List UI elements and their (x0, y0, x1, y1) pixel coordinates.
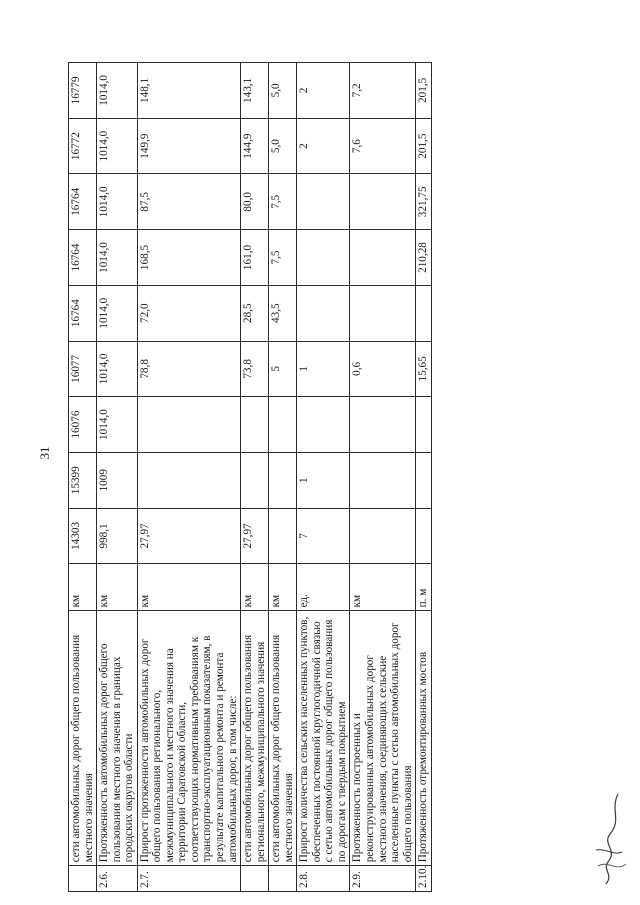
row-value: 1014,0 (97, 341, 138, 397)
row-value: 43,5 (269, 285, 297, 341)
row-value (241, 397, 269, 453)
row-index: 2.8. (297, 866, 350, 892)
table-row (241, 63, 269, 892)
row-unit: ед. (297, 564, 350, 611)
row-value: 27,97 (241, 508, 269, 564)
row-value: 149,9 (137, 118, 240, 174)
row-value (350, 508, 416, 564)
row-value: 7,2 (350, 63, 416, 119)
row-name: Прирост количества сельских населенных пунктов, обеспеченных постоянной круглогодичной связью с сетью автомобильных дорог общего пользования по дорогам с твердым покрытием (297, 611, 350, 866)
row-value (416, 508, 432, 564)
row-name: сети автомобильных дорог общего пользования местного значения (69, 611, 97, 866)
row-value: 1014,0 (97, 230, 138, 286)
table-row (416, 63, 432, 892)
row-value: 16772 (69, 118, 97, 174)
row-value (297, 285, 350, 341)
row-index: 2.7. (137, 866, 240, 892)
row-value: 1014,0 (97, 285, 138, 341)
signature (588, 790, 632, 890)
table-body (69, 63, 432, 892)
row-value (350, 174, 416, 230)
table-row (297, 63, 350, 892)
row-value: 321,75 (416, 174, 432, 230)
row-value: 7,5 (269, 174, 297, 230)
row-name: сети автомобильных дорог общего пользования регионального, межмуниципального значения (241, 611, 269, 866)
row-value: 161,0 (241, 230, 269, 286)
row-value (241, 452, 269, 508)
row-value: 15399 (69, 452, 97, 508)
row-value: 87,5 (137, 174, 240, 230)
row-value: 14303 (69, 508, 97, 564)
row-value (297, 174, 350, 230)
row-value: 16077 (69, 341, 97, 397)
row-value (350, 397, 416, 453)
row-value: 1 (297, 341, 350, 397)
row-value: 210,28 (416, 230, 432, 286)
row-value: 2 (297, 118, 350, 174)
row-index: 2.10. (416, 866, 432, 892)
row-value (269, 397, 297, 453)
row-value: 144,9 (241, 118, 269, 174)
row-value: 201,5 (416, 118, 432, 174)
row-value: 78,8 (137, 341, 240, 397)
row-value: 143,1 (241, 63, 269, 119)
signature-icon (588, 790, 632, 890)
row-index (269, 866, 297, 892)
row-value: 1014,0 (97, 63, 138, 119)
row-value: 201,5 (416, 63, 432, 119)
row-value: 5 (269, 341, 297, 397)
row-value: 16764 (69, 174, 97, 230)
row-value: 28,5 (241, 285, 269, 341)
row-unit: км (241, 564, 269, 611)
row-value (137, 452, 240, 508)
row-value (269, 508, 297, 564)
row-value: 148,1 (137, 63, 240, 119)
indicator-table (68, 62, 432, 892)
row-unit: км (97, 564, 138, 611)
row-value: 1009 (97, 452, 138, 508)
row-value: 16764 (69, 230, 97, 286)
row-value: 168,5 (137, 230, 240, 286)
table-row (69, 63, 97, 892)
row-index (69, 866, 97, 892)
row-name: сети автомобильных дорог общего пользования местного значения (269, 611, 297, 866)
row-value: 1 (297, 452, 350, 508)
row-value (416, 452, 432, 508)
table-row (350, 63, 416, 892)
row-name: Протяженность автомобильных дорог общего пользования местного значения в границах городских округов области (97, 611, 138, 866)
row-value (350, 452, 416, 508)
row-value: 7,6 (350, 118, 416, 174)
row-value: 16764 (69, 285, 97, 341)
row-index (241, 866, 269, 892)
table-row (137, 63, 240, 892)
row-value: 1014,0 (97, 397, 138, 453)
row-value: 998,1 (97, 508, 138, 564)
page-number: 31 (37, 446, 52, 460)
row-value: 7,5 (269, 230, 297, 286)
row-value (297, 230, 350, 286)
row-value: 5,0 (269, 118, 297, 174)
row-value: 16076 (69, 397, 97, 453)
row-value: 73,8 (241, 341, 269, 397)
table-row (97, 63, 138, 892)
row-value (297, 397, 350, 453)
row-value: 80,0 (241, 174, 269, 230)
row-name: Протяженность отремонтированных мостов (416, 611, 432, 866)
row-value: 15,65 (416, 341, 432, 397)
row-unit: км (269, 564, 297, 611)
row-value: 1014,0 (97, 174, 138, 230)
row-value: 0,6 (350, 341, 416, 397)
row-unit: п. м (416, 564, 432, 611)
row-value: 72,0 (137, 285, 240, 341)
row-value (350, 285, 416, 341)
row-name: Прирост протяженности автомобильных дорог общего пользования регионального, межмуниципального и местного значения на территории Саратовской области, соответствующих нормативным требованиям к транспортно-эксплуатационным показателям, в результате капитального ремонта и ремонта автомобильных дорог, в том числе: (137, 611, 240, 866)
row-value: 7 (297, 508, 350, 564)
row-value: 16779 (69, 63, 97, 119)
row-value: 27,97 (137, 508, 240, 564)
indicator-table-region (68, 62, 640, 888)
row-value (350, 230, 416, 286)
row-unit: км (137, 564, 240, 611)
row-index: 2.9. (350, 866, 416, 892)
row-value (269, 452, 297, 508)
row-value (416, 285, 432, 341)
row-value: 1014,0 (97, 118, 138, 174)
row-unit: км (350, 564, 416, 611)
row-index: 2.6. (97, 866, 138, 892)
rotated-sheet (68, 62, 616, 892)
row-value: 2 (297, 63, 350, 119)
row-value (416, 397, 432, 453)
row-value (137, 397, 240, 453)
row-value: 5,0 (269, 63, 297, 119)
row-name: Протяженность построенных и реконструированных автомобильных дорог местного значения, соединяющих сельские населенные пункты с сетью автомобильных дорог общего пользования (350, 611, 416, 866)
row-unit: км (69, 564, 97, 611)
table-row (269, 63, 297, 892)
